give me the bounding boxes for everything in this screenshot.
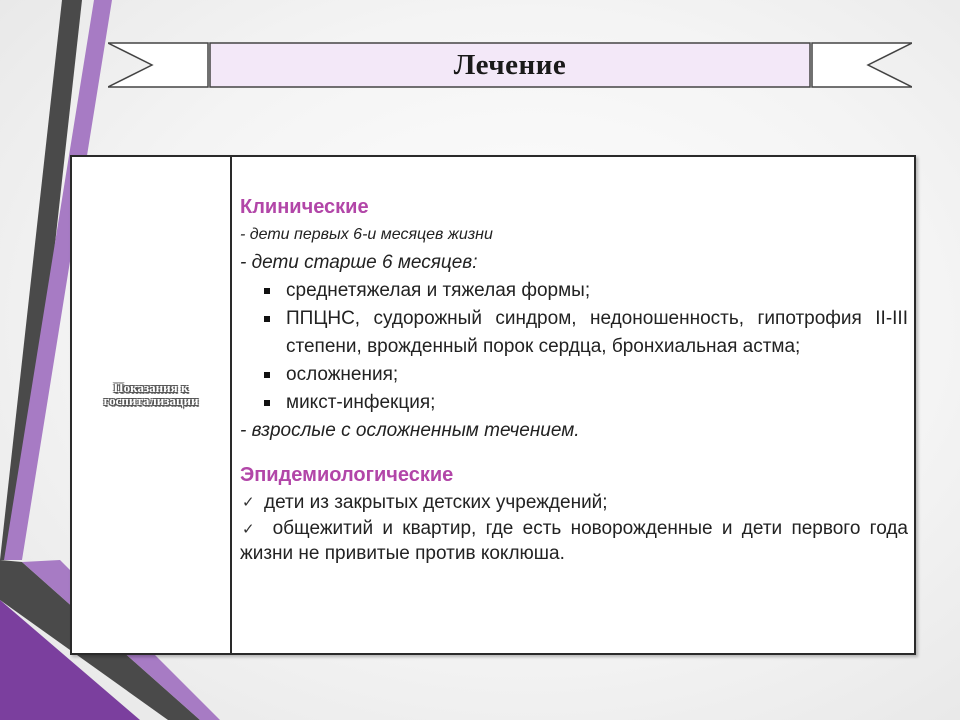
square-bullet-icon bbox=[264, 288, 270, 294]
hospitalization-indications-label: Показания к госпитализации bbox=[103, 380, 199, 408]
page-title: Лечение bbox=[453, 48, 567, 81]
hospitalization-table bbox=[70, 155, 916, 655]
clinical-heading: Клинические bbox=[240, 196, 369, 218]
left-cell bbox=[72, 157, 230, 653]
ribbon-left-tail bbox=[108, 43, 208, 87]
list-item: осложнения; bbox=[240, 361, 908, 389]
list-item: ✓ дети из закрытых детских учреждений; bbox=[240, 489, 908, 517]
list-item: микст-инфекция; bbox=[240, 389, 908, 417]
check-icon: ✓ bbox=[242, 521, 259, 538]
column-divider bbox=[230, 157, 232, 653]
square-bullet-icon bbox=[264, 400, 270, 406]
adults-with-complications: - взрослые с осложненным течением. bbox=[240, 420, 580, 441]
list-item: среднетяжелая и тяжелая формы; bbox=[240, 277, 908, 305]
infants-under-6-months: - дети первых 6-и месяцев жизни bbox=[240, 226, 493, 243]
square-bullet-icon bbox=[264, 316, 270, 322]
children-over-6-months: - дети старше 6 месяцев: bbox=[240, 252, 478, 273]
square-bullet-icon bbox=[264, 372, 270, 378]
right-cell bbox=[240, 193, 908, 566]
check-icon: ✓ bbox=[242, 494, 255, 511]
epidemiological-heading: Эпидемиологические bbox=[240, 464, 454, 486]
ribbon-right-tail bbox=[812, 43, 912, 87]
list-item: ППЦНС, судорожный синдром, недоношенность, гипотрофия II-III степени, врожденный порок сердца, бронхиальная астма; bbox=[240, 305, 908, 361]
list-item: ✓ общежитий и квартир, где есть новорожденные и дети первого года жизни не привитые против коклюша. bbox=[240, 518, 908, 564]
